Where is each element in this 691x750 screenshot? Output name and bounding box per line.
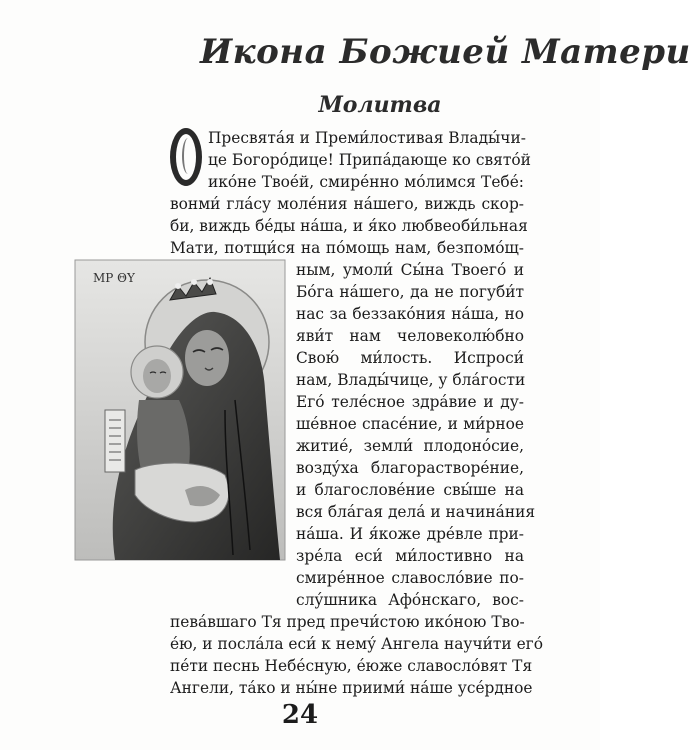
icon-inscription: МР ΘΥ (93, 271, 135, 285)
prayer-line: вонми́ гла́су моле́ния на́шего, виждь скор- (170, 195, 524, 213)
prayer-line: вся бла́гая дела́ и начина́ния (296, 503, 536, 521)
section-subtitle: Молитва (318, 92, 442, 118)
prayer-line: на́ша. И я́коже дре́вле при- (296, 525, 524, 543)
prayer-line: це Богоро́дице! Припа́дающе ко свято́й (208, 151, 531, 169)
page-number: 24 (281, 700, 319, 730)
prayer-line: ным, умоли́ Сы́на Твоего́ и (296, 261, 524, 279)
prayer-line: нас за беззако́ния на́ша, но (296, 305, 524, 323)
prayer-line: Бо́га на́шего, да не погуби́т (296, 283, 524, 301)
prayer-line: ше́вное спасе́ние, и ми́рное (296, 415, 524, 433)
prayer-line: яви́т нам человеколю́бно (296, 327, 524, 345)
prayer-line: Ангели, та́ко и ны́не приими́ на́ше усе́рдное (170, 679, 533, 697)
prayer-line: зре́ла еси́ ми́лостивно на (296, 547, 524, 565)
prayer-line: Свою́ ми́лость. Испроси́ (296, 349, 524, 367)
theotokos-icon-image (75, 260, 285, 560)
drop-cap-letter (170, 128, 202, 186)
prayer-line: возду́ха благорастворе́ние, (296, 459, 524, 477)
prayer-line: Мати, потщи́ся на по́мощь нам, безпомо́щ- (170, 239, 524, 257)
prayer-line: е́ю, и посла́ла еси́ к нему́ Ангела научи́ти его́ (170, 635, 544, 653)
prayer-line: пева́вшаго Тя пред пречи́стою ико́ною Тво- (170, 613, 525, 631)
prayer-line: Пресвята́я и Преми́лостивая Влады́чи- (208, 129, 526, 147)
prayer-line: смире́нное славосло́вие по- (296, 569, 524, 587)
prayer-line: житие́, земли́ плодоно́сие, (296, 437, 524, 455)
prayer-line: слу́шника Афо́нскаго, вос- (296, 591, 524, 609)
prayer-line: Его́ теле́сное здра́вие и ду- (296, 393, 524, 411)
prayer-line: и благослове́ние свы́ше на (296, 481, 524, 499)
prayer-line: нам, Влады́чице, у бла́гости (296, 371, 526, 389)
prayer-line: би, виждь бе́ды на́ша, и я́ко любвеоби́льная (170, 217, 528, 235)
prayer-line: пе́ти песнь Небе́сную, е́юже славосло́вят Тя (170, 657, 533, 675)
prayer-line: ико́не Твое́й, смире́нно мо́лимся Тебе́: (208, 173, 524, 191)
page-title: Икона Божией Матери (200, 32, 691, 72)
